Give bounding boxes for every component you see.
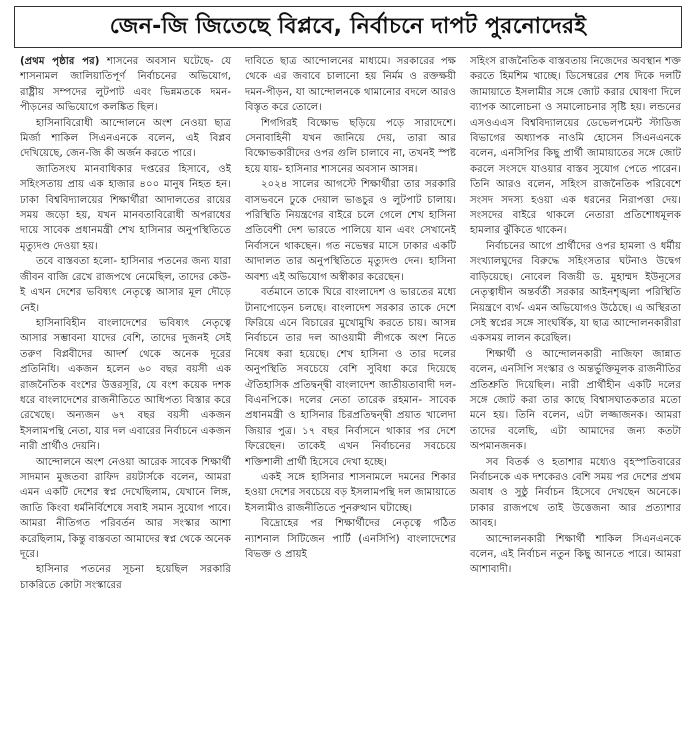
paragraph: হাসিনাবিহীন বাংলাদেশের ভবিষ্যৎ নেতৃত্বে আসার সম্ভাবনা যাদের বেশি, তাদের দুজনই সেই তরুণ বিপ্লবীদের আদর্শ থেকে অনেক দূরের প্রতিনিধি। একজন হলেন ৬০ বছর বয়সী এক রাজনৈতিক বংশের উত্তরসূরি, যে বংশ কয়েক দশক ধরে বাংলাদেশের রাজনীতিতে আধিপত্য বিস্তার করে রেখেছে। অন্যজন ৬৭ বছর বয়সী একজন ইসলামপন্থি নেতা, যার দল এবারের নির্বাচনে একজন নারী প্রার্থীও দেয়নি। [20,317,231,453]
paragraph: একই সঙ্গে হাসিনার শাসনামলে দমনের শিকার হওয়া দেশের সবচেয়ে বড় ইসলামপন্থি দল জামায়াতে ইসলামীও রাজনীতিতে পুনরুত্থান ঘটাচ্ছে। [245,471,456,514]
paragraph: তবে বাস্তবতা হলো- হাসিনার পতনের জন্য যারা জীবন বাজি রেখে রাজপথে নেমেছিল, তাদের কেউ-ই এখন দেশের ভবিষ্যৎ নেতৃত্বে আসার মূল দৌড়ে নেই। [20,256,231,314]
paragraph: সব বিতর্ক ও হতাশার মধ্যেও বৃহস্পতিবারের নির্বাচনকে এক দশকেরও বেশি সময় পর দেশের প্রথম অবাধ ও সুষ্ঠু নির্বাচন হিসেবে দেখছেন অনেকে। ঢাকার রাজপথে তাই উত্তেজনা আর প্রত্যাশার আবহ। [470,456,681,530]
paragraph: শিগগিরই বিক্ষোভ ছড়িয়ে পড়ে সারাদেশে। সেনাবাহিনী যখন জানিয়ে দেয়, তারা আর বিক্ষোভকারীদের ওপর গুলি চালাবে না, তখনই স্পষ্ট হয়ে যায়- হাসিনার শাসনের অবসান আসন্ন। [245,117,456,175]
paragraph: শিক্ষার্থী ও আন্দোলনকারী নাজিফা জান্নাত বলেন, এনসিপি সংস্কার ও অন্তর্ভুক্তিমূলক রাজনীতির প্রতিশ্রুতি দিয়েছিল। নারী প্রার্থীহীন একটি দলের সঙ্গে জোট করা তার কাছে বিশ্বাসঘাতকতার মতো মনে হয়। তিনি বলেন, এটা লজ্জাজনক। আমরা তাদের বলেছি, এটা আমাদের জন্য কতটা অপমানজনক। [470,348,681,453]
paragraph: আন্দোলনকারী শিক্ষার্থী শাকিল সিএনএনকে বলেন, এই নির্বাচন নতুন কিছু আনতে পারে। আমরা আশাবাদী। [470,533,681,576]
paragraph: বর্তমানে তাকে ঘিরে বাংলাদেশ ও ভারতের মধ্যে টানাপোড়েন চলছে। বাংলাদেশ সরকার তাকে দেশে ফিরিয়ে এনে বিচারের মুখোমুখি করতে চায়। আসন্ন নির্বাচনে তার দল আওয়ামী লীগকে অংশ নিতে নিষেধ করা হয়েছে। শেখ হাসিনা ও তার দলের অনুপস্থিতি সবচেয়ে বেশি সুবিধা করে দিয়েছে ঐতিহাসিক প্রতিদ্বন্দ্বী বাংলাদেশ জাতীয়তাবাদী দল-বিএনপিকে। দলের নেতা তারেক রহমান- সাবেক প্রধানমন্ত্রী ও হাসিনার চিরপ্রতিদ্বন্দ্বী প্রয়াত খালেদা জিয়ার পুত্র। ১৭ বছর নির্বাসনে থাকার পর দেশে ফিরেছেন। তাকেই এখন নির্বাচনের সবচেয়ে শক্তিশালী প্রার্থী হিসেবে দেখা হচ্ছে। [245,287,456,468]
paragraph [20,54,231,116]
paragraph: হাসিনাবিরোধী আন্দোলনে অংশ নেওয়া ছাত্র মির্জা শাকিল সিএনএনকে বলেন, এই বিপ্লব দেখিয়েছে, জেন-জি কী অর্জন করতে পারে। [20,117,231,160]
paragraph-text: শাসনের অবসান ঘটেছে- যে শাসনামল জালিয়াতিপূর্ণ নির্বাচনের অভিযোগ, রাষ্ট্রীয় সম্পদের লুটপাট এবং ভিন্নমতকে দমন-পীড়নের অভিযোগে কলঙ্কিত ছিল। [20,56,231,114]
article-body [20,54,682,737]
continued-from-label: (প্রথম পৃষ্ঠার পর) [20,56,100,67]
column-3 [470,54,681,737]
paragraph: দাবিতে ছাত্র আন্দোলনের মাধ্যমে। সরকারের পক্ষ থেকে এর জবাবে চালানো হয় নির্মম ও রক্তক্ষয়ী দমন-পীড়ন, যা আন্দোলনকে থামানোর বদলে আরও বিস্তৃত করে তোলে। [245,56,456,114]
paragraph: জাতিসংঘ মানবাধিকার দপ্তরের হিসাবে, ওই সহিংসতায় প্রায় এক হাজার ৪০০ মানুষ নিহত হন। ঢাকা বিশ্ববিদ্যালয়ের শিক্ষার্থীরা আদালতের রায়ের সময় জড়ো হয়, যখন মানবতাবিরোধী অপরাধের দায়ে সাবেক প্রধানমন্ত্রী শেখ হাসিনার অনুপস্থিতিতে মৃত্যুদণ্ড দেওয়া হয়। [20,163,231,252]
column-2 [245,54,456,737]
headline: জেন-জি জিতেছে বিপ্লবে, নির্বাচনে দাপট পুরনোদেরই [109,13,587,39]
paragraph: নির্বাচনের আগে প্রার্থীদের ওপর হামলা ও ধর্মীয় সংখ্যালঘুদের বিরুদ্ধে সহিংসতার ঘটনাও উদ্বেগ বাড়িয়েছে। নোবেল বিজয়ী ড. মুহাম্মদ ইউনূসের নেতৃত্বাধীন অন্তর্বর্তী সরকার আইনশৃঙ্খলা পরিস্থিতি নিয়ন্ত্রণে ব্যর্থ- এমন অভিযোগও উঠেছে। এ অস্থিরতা সেই স্বপ্নের সঙ্গে সাংঘর্ষিক, যা ছাত্র আন্দোলনকারীরা একসময় লালন করেছিল। [470,240,681,345]
paragraph: বিদ্রোহের পর শিক্ষার্থীদের নেতৃত্বে গঠিত ন্যাশনাল সিটিজেন পার্টি (এনসিপি) বাংলাদেশের বিভক্ত ও প্রায়ই [245,518,456,560]
paragraph: ২০২৪ সালের আগস্টে শিক্ষার্থীরা তার সরকারি বাসভবনে ঢুকে দেয়াল ভাঙচুর ও লুটপাট চালায়। পরিস্থিতি নিয়ন্ত্রণের বাইরে চলে গেলে শেখ হাসিনা প্রতিবেশী দেশ ভারতে পালিয়ে যান এবং সেখানেই নির্বাসনে থাকছেন। গত নভেম্বর মাসে ঢাকার একটি আদালত তার অনুপস্থিতিতে মৃত্যুদণ্ড দেন। হাসিনা অবশ্য এই অভিযোগ অস্বীকার করেছেন। [245,179,456,283]
headline-box [14,6,682,48]
paragraph: হাসিনার পতনের সূচনা হয়েছিল সরকারি চাকরিতে কোটা সংস্কারের [20,564,231,591]
column-1 [20,54,231,737]
paragraph: আন্দোলনে অংশ নেওয়া আরেক সাবেক শিক্ষার্থী সাদমান মুজতবা রাফিদ রয়টার্সকে বলেন, আমরা এমন একটি দেশের স্বপ্ন দেখেছিলাম, যেখানে লিঙ্গ, জাতি কিংবা ধর্মনির্বিশেষে সবাই সমান সুযোগ পাবে। আমরা নীতিগত পরিবর্তন আর সংস্কার আশা করেছিলাম, কিন্তু বাস্তবতা আমাদের স্বপ্ন থেকে অনেক দূরে। [20,456,231,560]
paragraph: সহিংস রাজনৈতিক বাস্তবতায় নিজেদের অবস্থান শক্ত করতে হিমশিম খাচ্ছে। ডিসেম্বরের শেষ দিকে দলটি জামায়াতে ইসলামীর সঙ্গে জোট করার ঘোষণা দিলে ব্যাপক আলোচনা ও সমালোচনার সৃষ্টি হয়। লন্ডনের এসওএএস বিশ্ববিদ্যালয়ের ডেভেলপমেন্ট স্টাডিজ বিভাগের অধ্যাপক নাওমি হোসেন সিএনএনকে বলেন, এনসিপির কিছু প্রার্থী জামায়াতের সঙ্গে জোট করলে সংসদে যাওয়ার বাস্তব সুযোগ পেতে পারেন। তিনি আরও বলেন, সহিংস রাজনৈতিক পরিবেশে সংসদ সদস্য হওয়া এক ধরনের নিরাপত্তা দেয়। সংসদের বাইরে থাকলে নেতারা প্রতিশোধমূলক হামলার ঝুঁকিতে থাকেন। [470,56,681,237]
